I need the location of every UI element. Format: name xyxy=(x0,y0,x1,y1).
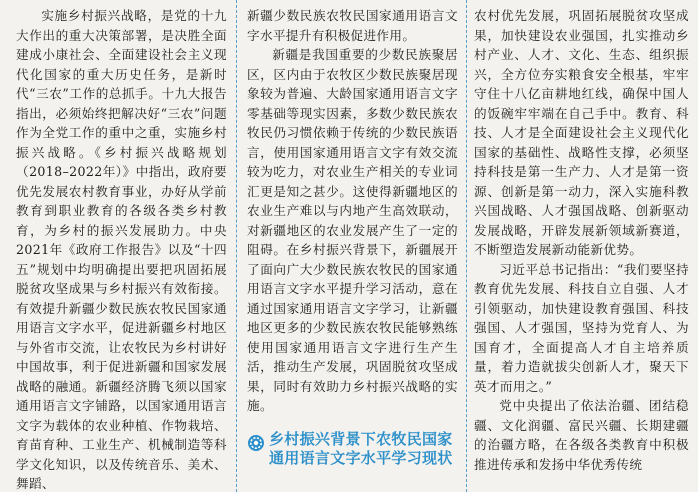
text-column-1 xyxy=(16,6,227,492)
section-heading xyxy=(247,430,461,468)
text-column-2 xyxy=(247,6,458,492)
paragraph: 党中央提出了依法治疆、团结稳疆、文化润疆、富民兴疆、长期建疆的治疆方略，在各级各类教育中积极推进传承和发扬中华优秀传统 xyxy=(474,398,689,472)
paragraph: 习近平总书记指出：“我们要坚持教育优先发展、科技自立自强、人才引领驱动，加快建设教育强国、科技强国、人才强国，坚持为党育人、为国育才，全面提高人才自主培养质量，着力造就拔尖创新人才，聚天下英才而用之。” xyxy=(474,261,689,394)
gear-bullet-icon xyxy=(247,434,265,452)
paragraph: 新疆是我国重要的少数民族聚居区，区内由于农牧区少数民族聚居现象较为普遍、大龄国家通用语言文字零基础等现实因素，多数少数民族农牧民仍习惯依赖于传统的少数民族语言，使用国家通用语言文字有效交流较为吃力，对农业生产相关的专业词汇更是知之甚少。这使得新疆地区的农业生产难以与内地产生高效联动，对新疆地区的农业发展产生了一定的阻碍。在乡村振兴背景下，新疆展开了面向广大少数民族农牧民的国家通用语言文字水平提升学习活动，意在通过国家通用语言文字学习，让新疆地区更多的少数民族农牧民能够熟练使用国家通用语言文字进行生产生活，推动生产发展，巩固脱贫攻坚成果，同时有效助力乡村振兴战略的实施。 xyxy=(247,47,458,413)
column-divider xyxy=(466,0,467,492)
section-heading-text: 乡村振兴背景下农牧民国家通用语言文字水平学习现状 xyxy=(269,430,453,467)
column-divider xyxy=(236,0,237,492)
paragraph: 农村优先发展，巩固拓展脱贫攻坚成果，加快建设农业强国，扎实推动乡村产业、人才、文化、生态、组织振兴，全方位夯实粮食安全根基，牢牢守住十八亿亩耕地红线，确保中国人的饭碗牢牢端在自己手中。教育、科技、人才是全面建设社会主义现代化国家的基础性、战略性支撑，必须坚持科技是第一生产力、人才是第一资源、创新是第一动力，深入实施科教兴国战略、人才强国战略、创新驱动发展战略，开辟发展新领域新赛道，不断塑造发展新动能新优势。 xyxy=(474,8,689,257)
paragraph: 实施乡村振兴战略，是党的十九大作出的重大决策部署，是决胜全面建成小康社会、全面建设社会主义现代化国家的重大历史任务，是新时代“三农”工作的总抓手。十九大报告指出，必须始终把解决好“三农”问题作为全党工作的重中之重，实施乡村振兴战略。《乡村振兴战略规划（2018–2022年）》中指出，政府要优先发展农村教育事业，办好从学前教育到职业教育的各级各类乡村教育，为乡村的振兴发展助力。中央2021年《政府工作报告》以及“十四五”规划中均明确提出要把巩固拓展脱贫攻坚成果与乡村振兴有效衔接。有效提升新疆少数民族农牧民国家通用语言文字水平，促进新疆乡村地区与外省市交流，让农牧民为乡村讲好中国故事，利于促进新疆和国家发展战略的融通。新疆经济腾飞须以国家通用语言文字铺路，以国家通用语言文字为载体的农业种植、作物栽培、育苗育种、工业生产、机械制造等科学文化知识，以及传统音乐、美术、舞蹈、 xyxy=(16,8,227,491)
text-column-3 xyxy=(474,6,689,492)
paragraph: 新疆少数民族农牧民国家通用语言文字水平提升有积极促进作用。 xyxy=(247,8,458,43)
